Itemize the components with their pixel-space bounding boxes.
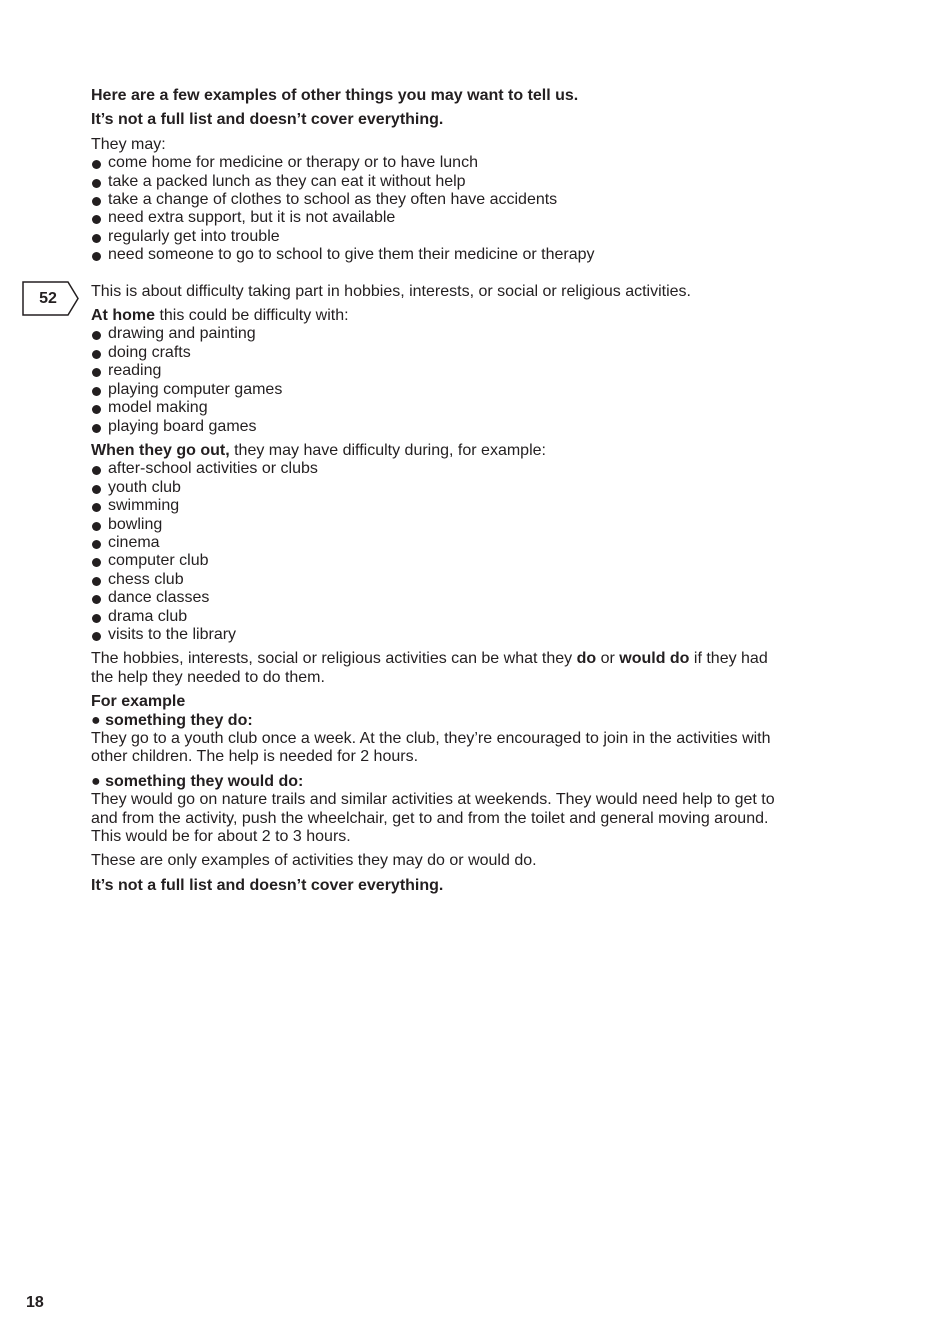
hobbies-or: or: [596, 650, 620, 668]
page-content: [91, 87, 781, 895]
hobbies-text-2: if they had the help they needed to do them.: [91, 650, 768, 686]
out-lead-bold: When they go out,: [91, 441, 230, 459]
list-item: doing crafts: [91, 344, 781, 362]
home-lead: [91, 307, 781, 325]
hobbies-do: do: [576, 650, 597, 668]
list-item: playing board games: [91, 418, 781, 436]
intro-list: [91, 154, 781, 264]
list-item: come home for medicine or therapy or to have lunch: [91, 154, 781, 172]
list-item: drawing and painting: [91, 325, 781, 343]
list-item: bowling: [91, 516, 781, 534]
list-item: computer club: [91, 552, 781, 570]
hobbies-paragraph: [91, 650, 781, 687]
home-list: [91, 325, 781, 435]
intro-heading: Here are a few examples of other things you may want to tell us.: [91, 87, 579, 104]
example1-label: ● something they do:: [91, 711, 253, 729]
list-item: dance classes: [91, 589, 781, 607]
list-item: take a change of clothes to school as they often have accidents: [91, 191, 781, 209]
hobbies-would-do: would do: [619, 650, 690, 668]
question-number: 52: [39, 290, 57, 307]
example2-label: ● something they would do:: [91, 772, 304, 790]
home-lead-rest: this could be difficulty with:: [155, 307, 349, 325]
list-item: need someone to go to school to give them their medicine or therapy: [91, 246, 781, 264]
example2-text: They would go on nature trails and similar activities at weekends. They would need help to get to and from the activity, push the wheelchair, get to and from the toilet and general moving around. This would be for about 2 to 3 hours.: [91, 791, 775, 846]
question-intro: This is about difficulty taking part in hobbies, interests, or social or religious activities.: [91, 282, 691, 300]
hobbies-text-1: The hobbies, interests, social or religious activities can be what they: [91, 650, 577, 668]
home-lead-bold: At home: [91, 307, 155, 325]
closing-text: These are only examples of activities they may do or would do.: [91, 852, 537, 870]
example-heading: For example: [91, 693, 186, 711]
list-item: cinema: [91, 534, 781, 552]
list-item: visits to the library: [91, 626, 781, 644]
list-item: take a packed lunch as they can eat it without help: [91, 173, 781, 191]
list-item: reading: [91, 362, 781, 380]
list-item: chess club: [91, 571, 781, 589]
list-item: need extra support, but it is not available: [91, 209, 781, 227]
list-item: regularly get into trouble: [91, 228, 781, 246]
list-item: playing computer games: [91, 381, 781, 399]
intro-subheading: It’s not a full list and doesn’t cover everything.: [91, 111, 444, 129]
question-number-tab: [22, 281, 82, 316]
out-list: [91, 460, 781, 644]
list-item: model making: [91, 399, 781, 417]
list-item: after-school activities or clubs: [91, 460, 781, 478]
page-number: 18: [26, 1294, 44, 1311]
out-lead: [91, 442, 781, 460]
list-item: youth club: [91, 479, 781, 497]
list-item: drama club: [91, 608, 781, 626]
out-lead-rest: they may have difficulty during, for example:: [229, 441, 546, 459]
list-item: swimming: [91, 497, 781, 515]
intro-lead: They may:: [91, 135, 166, 153]
closing-bold: It’s not a full list and doesn’t cover everything.: [91, 876, 444, 894]
example1-text: They go to a youth club once a week. At the club, they’re encouraged to join in the activities with other children. The help is needed for 2 hours.: [91, 730, 771, 766]
